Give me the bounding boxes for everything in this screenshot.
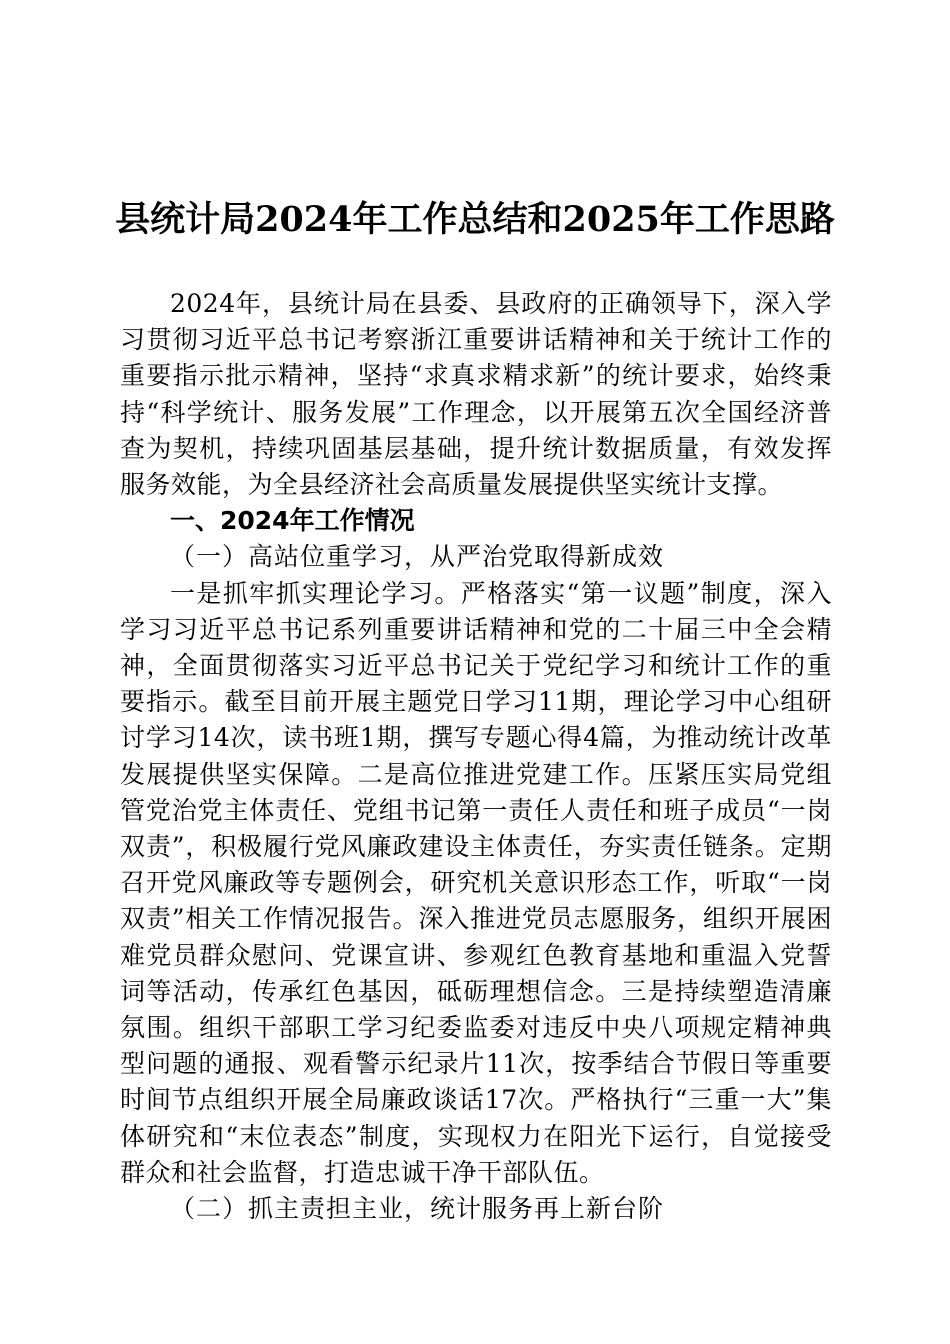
subsection-heading-1: （一）高站位重学习，从严治党取得新成效: [170, 542, 665, 572]
document-body: [120, 286, 832, 1227]
subsection-1-paragraph: 一是抓牢抓实理论学习。严格落实“第一议题”制度，深入学习习近平总书记系列重要讲话精神和党的二十届三中全会精神，全面贯彻落实习近平总书记关于党纪学习和统计工作的重要指示。截至目前开展主题党日学习11期，理论学习中心组研讨学习14次，读书班1期，撰写专题心得4篇，为推动统计改革发展提供坚实保障。二是高位推进党建工作。压紧压实局党组管党治党主体责任、党组书记第一责任人责任和班子成员“一岗双责”，积极履行党风廉政建设主体责任，夯实责任链条。定期召开党风廉政等专题例会，研究机关意识形态工作，听取“一岗双责”相关工作情况报告。深入推进党员志愿服务，组织开展困难党员群众慰问、党课宣讲、参观红色教育基地和重温入党誓词等活动，传承红色基因，砥砺理想信念。三是持续塑造清廉氛围。组织干部职工学习纪委监委对违反中央八项规定精神典型问题的通报、观看警示纪录片11次，按季结合节假日等重要时间节点组织开展全局廉政谈话17次。严格执行“三重一大”集体研究和“末位表态”制度，实现权力在阳光下运行，自觉接受群众和社会监督，打造忠诚干净干部队伍。: [120, 578, 832, 1187]
document-title: 县统计局2024年工作总结和2025年工作思路: [115, 199, 835, 240]
intro-paragraph: 2024年，县统计局在县委、县政府的正确领导下，深入学习贯彻习近平总书记考察浙江重要讲话精神和关于统计工作的重要指示批示精神，坚持“求真求精求新”的统计要求，始终秉持“科学统计、服务发展”工作理念，以开展第五次全国经济普查为契机，持续巩固基层基础，提升统计数据质量，有效发挥服务效能，为全县经济社会高质量发展提供坚实统计支撑。: [120, 289, 832, 500]
subsection-heading-2: （二）抓主责担主业，统计服务再上新台阶: [170, 1194, 665, 1224]
section-heading-2024-work: 一、2024年工作情况: [170, 506, 415, 536]
